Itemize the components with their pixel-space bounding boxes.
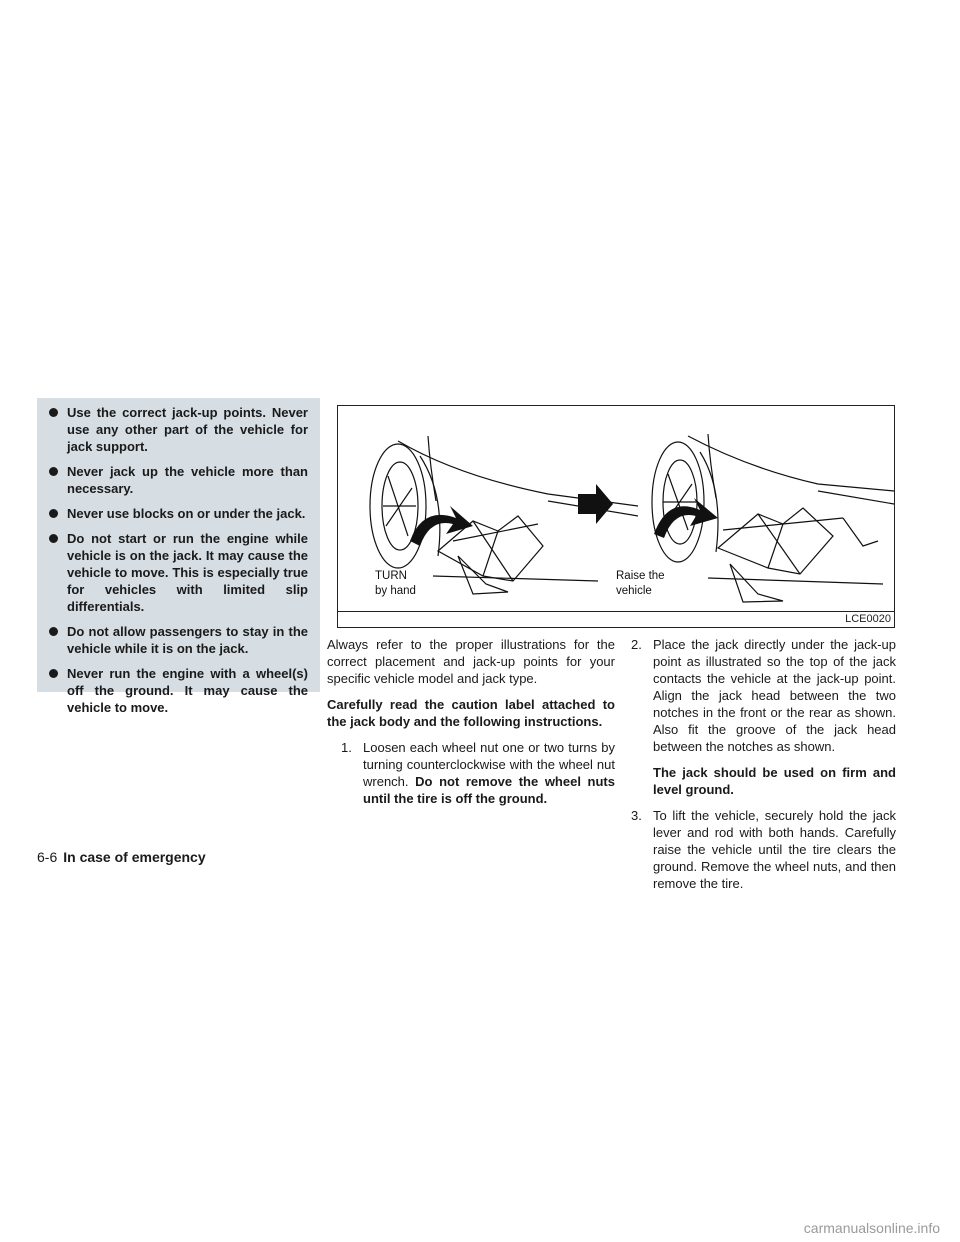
figure-label-line: vehicle bbox=[616, 585, 652, 597]
right-column bbox=[631, 636, 896, 901]
step-warning: The jack should be used on firm and level ground. bbox=[653, 765, 896, 797]
caution-item bbox=[49, 530, 308, 615]
page-footer bbox=[37, 848, 206, 866]
next-step-arrow-icon bbox=[578, 484, 613, 524]
caution-item bbox=[49, 463, 308, 497]
bullet-icon bbox=[49, 467, 58, 476]
figure-label-line: TURN bbox=[375, 570, 407, 582]
caution-item-text: Never use blocks on or under the jack. bbox=[67, 506, 306, 521]
figure-divider bbox=[338, 611, 894, 612]
bullet-icon bbox=[49, 669, 58, 678]
caution-item-text: Never jack up the vehicle more than necessary. bbox=[67, 464, 308, 496]
caution-item-text: Do not allow passengers to stay in the vehicle while it is on the jack. bbox=[67, 624, 308, 656]
figure-label-turn bbox=[375, 569, 416, 599]
jack-illustration bbox=[337, 405, 895, 628]
watermark: carmanualsonline.info bbox=[803, 1220, 940, 1236]
turn-arrow-icon bbox=[410, 506, 473, 546]
caution-box bbox=[37, 398, 320, 715]
caution-item-text: Do not start or run the engine while vehicle is on the jack. It may cause the vehicle to move. This is especially true for vehicles with limited slip differentials. bbox=[67, 531, 308, 614]
caution-item bbox=[49, 665, 308, 716]
caution-item-text: Never run the engine with a wheel(s) off the ground. It may cause the vehicle to move. bbox=[67, 666, 308, 715]
step-text: To lift the vehicle, securely hold the jack lever and rod with both hands. Carefully raise the vehicle until the tire clears the ground. Remove the wheel nuts, and then remove the tire. bbox=[653, 808, 896, 891]
caution-item-text: Use the correct jack-up points. Never use any other part of the vehicle for jack support. bbox=[67, 405, 308, 454]
step-2 bbox=[631, 636, 896, 798]
bullet-icon bbox=[49, 534, 58, 543]
bullet-icon bbox=[49, 408, 58, 417]
step-1 bbox=[341, 739, 615, 807]
intro-paragraph: Always refer to the proper illustrations for the correct placement and jack-up points for your specific vehicle model and jack type. bbox=[327, 637, 615, 686]
caution-item bbox=[49, 505, 308, 522]
caution-item bbox=[49, 623, 308, 657]
middle-column bbox=[327, 636, 615, 816]
figure-label-raise bbox=[616, 569, 665, 599]
caution-read-paragraph: Carefully read the caution label attached to the jack body and the following instructions. bbox=[327, 697, 615, 729]
right-scene bbox=[652, 434, 894, 602]
bullet-icon bbox=[49, 627, 58, 636]
figure-label-line: Raise the bbox=[616, 570, 665, 582]
bullet-icon bbox=[49, 509, 58, 518]
page-number: 6-6 bbox=[37, 849, 58, 865]
step-number: 3. bbox=[631, 808, 642, 823]
figure-code: LCE0020 bbox=[845, 613, 891, 625]
step-text: Loosen each wheel nut one or two turns by turning counterclockwise with the wheel nut wrench. bbox=[363, 740, 615, 789]
section-title: In case of emergency bbox=[63, 849, 206, 865]
caution-item bbox=[49, 404, 308, 455]
step-number: 1. bbox=[341, 740, 352, 755]
step-number: 2. bbox=[631, 637, 642, 652]
step-warning: Do not remove the wheel nuts until the tire is off the ground. bbox=[363, 774, 615, 806]
figure-label-line: by hand bbox=[375, 585, 416, 597]
step-3 bbox=[631, 807, 896, 892]
step-text: Place the jack directly under the jack-up point as illustrated so the top of the jack contacts the vehicle at the jack-up point. Align the jack head between the two notches in the front or the rear as shown. Also fit the groove of the jack head between the notches as shown. bbox=[653, 637, 896, 754]
